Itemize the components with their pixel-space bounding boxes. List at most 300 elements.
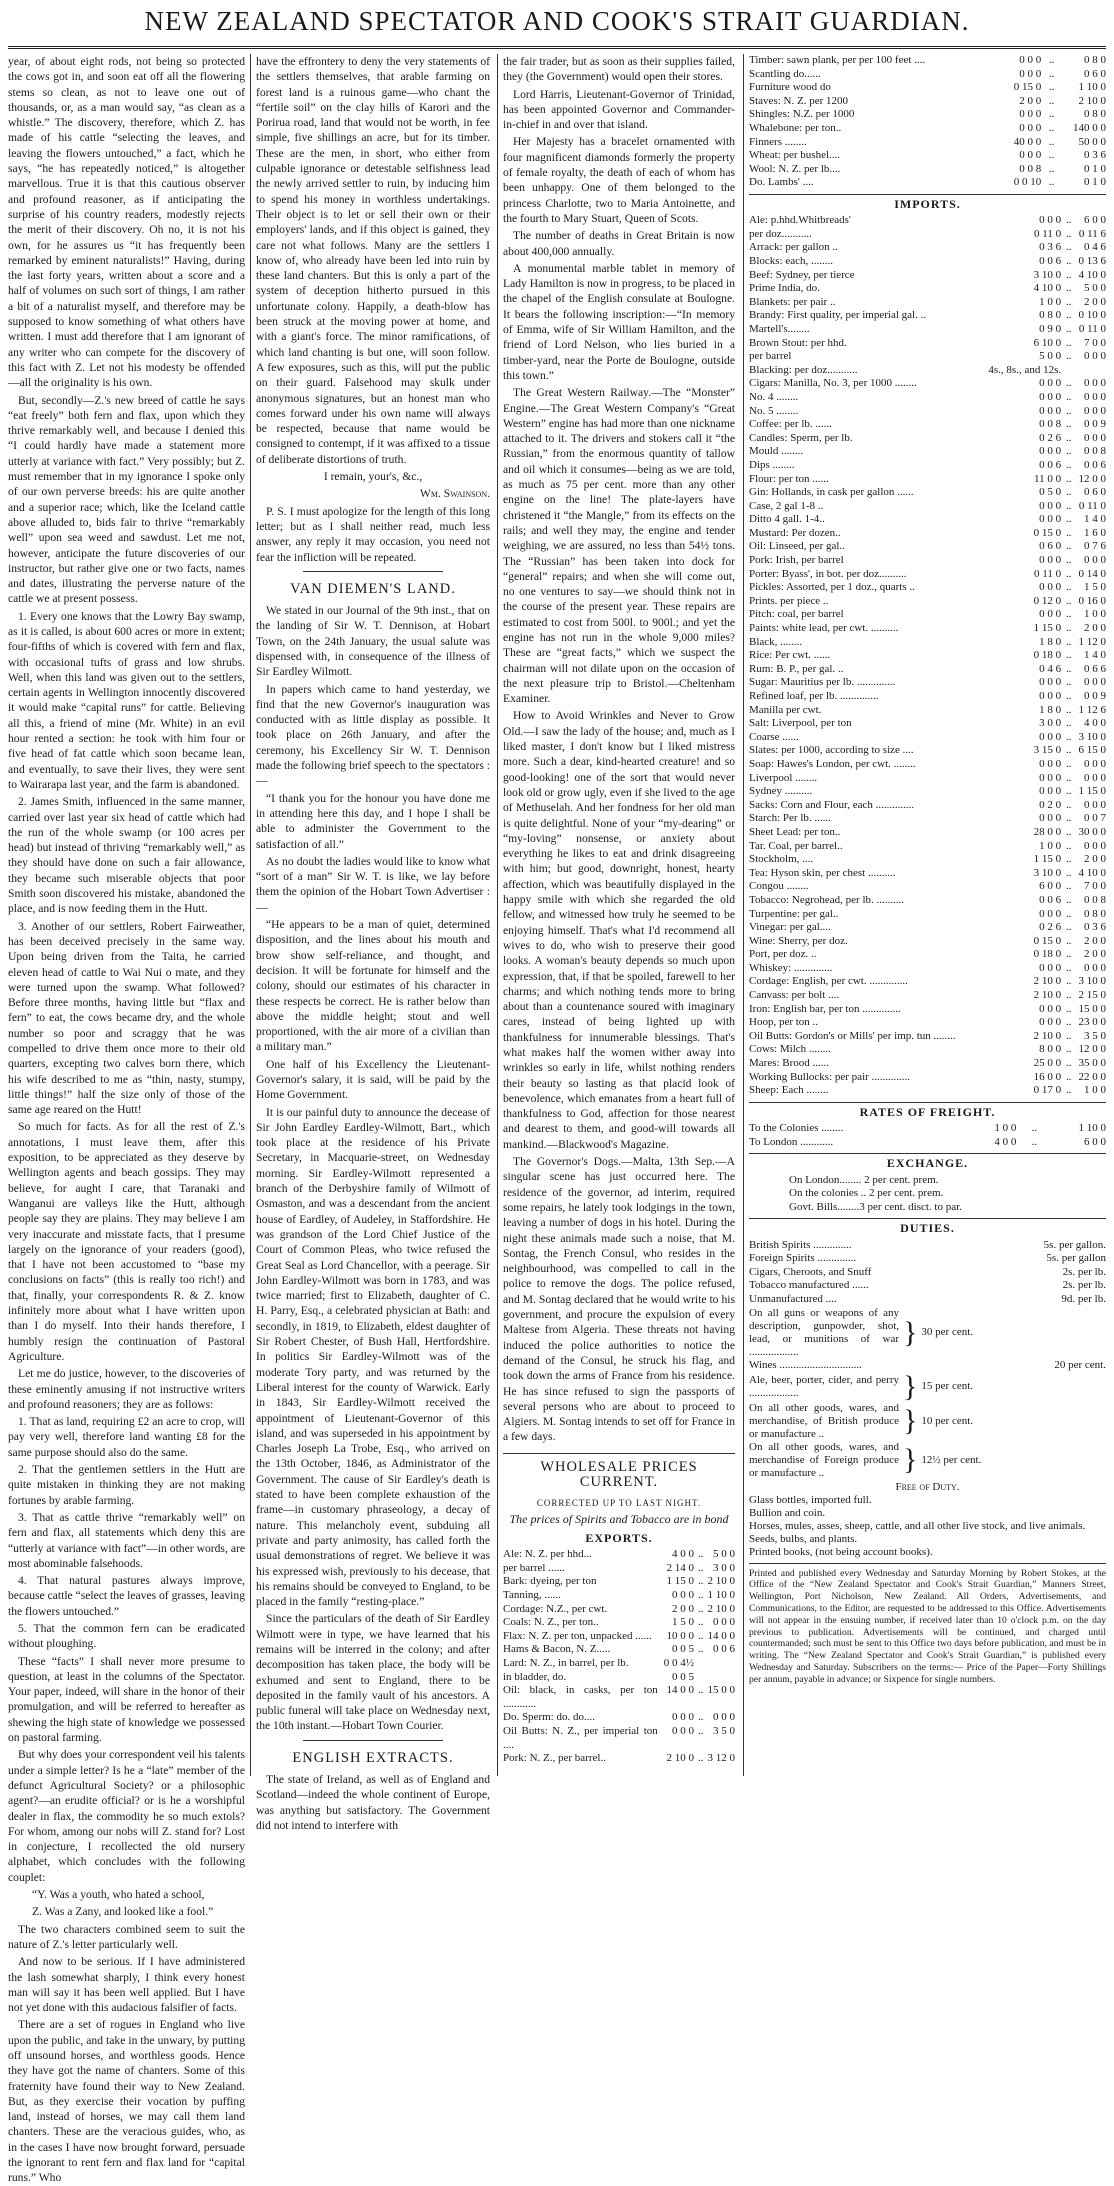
price-high: 1 10 0 [1078,1122,1106,1135]
price-sep: .. [1048,121,1055,134]
paragraph: the fair trader, but as soon as their supplies failed, they (the Government) would open their stores. [503,55,735,84]
price-high: 0 6 0 [1084,67,1106,80]
price-item: Wool: N. Z. per lb.... [749,162,841,175]
free-of-duty-heading: Free of Duty. [895,1480,960,1493]
price-sep: .. [1031,1135,1038,1148]
price-item: Shingles: N.Z. per 1000 [749,108,855,121]
duty-label: Unmanufactured .... [749,1293,837,1306]
price-sep: .. [1066,703,1072,716]
price-low: 0 18 0 [1033,649,1062,662]
price-row [749,704,1106,718]
price-low: 0 0 5 [672,1670,694,1683]
price-row [749,853,1106,867]
free-item: Bullion and coin. [749,1506,826,1519]
price-sep: .. [1066,975,1072,988]
price-sep: .. [1066,445,1072,458]
price-high: 0 0 9 [1084,690,1106,703]
price-row [503,1752,735,1766]
price-row [749,649,1106,663]
duty-rate: 5s. per gallon. [1043,1238,1106,1251]
prices-note: The prices of Spirits and Tobacco are in bond [509,1511,729,1526]
price-low: 0 0 0 [1019,67,1042,80]
paragraph: “He appears to be a man of quiet, determined disposition, and the lines about his mouth and brow show self-reliance, and thought, and decision. It will be fortunate for himself and the colony, should our estimates of his character in these respects be correct. He is rather below than above the middle height; stout and well proportioned, with the air more of a civilian than a military man.” [256,918,490,1054]
exchange-heading: EXCHANGE. [749,1153,1106,1171]
paragraph: 5. That the common fern can be eradicated without ploughing. [8,1621,245,1651]
price-high: 0 0 0 [1084,757,1106,770]
price-sep: .. [1066,472,1072,485]
paragraph: The number of deaths in Great Britain is now about 400,000 annually. [503,229,735,258]
price-sep: .. [1066,880,1072,893]
price-row [749,826,1106,840]
price-low: 0 0 0 [1039,445,1062,458]
column-divider [743,54,744,1776]
price-high: 3 10 0 [1078,730,1106,743]
price-item: Pork: Irish, per barrel [749,554,844,567]
price-low: 6 0 0 [1039,880,1062,893]
price-sep: .. [1048,162,1055,175]
price-item: Prints. per piece .. [749,594,829,607]
price-high: 0 0 0 [1084,554,1106,567]
price-high: 0 0 0 [1084,431,1106,444]
price-low: 1 8 0 [1039,703,1062,716]
price-row [749,676,1106,690]
price-high: 7 0 0 [1084,880,1106,893]
price-low: 0 15 0 [1013,81,1042,94]
price-high: 0 11 6 [1078,227,1106,240]
price-high: 0 0 0 [1084,771,1106,784]
price-low: 1 5 0 [672,1616,694,1629]
price-sep: .. [698,1575,704,1588]
price-item: Iron: English bar, per ton .............. [749,1002,901,1015]
price-item: Blacking: per doz........... [749,363,858,376]
price-item: Oil: black, in casks, per ton ............ [503,1684,658,1710]
price-high: 0 8 0 [1084,108,1106,121]
price-sep: .. [1066,839,1072,852]
price-high: 1 10 0 [707,1588,735,1601]
price-item: Stockholm, .... [749,853,814,866]
price-high: 1 0 0 [1084,1084,1106,1097]
brace-mark: } [903,1369,918,1403]
price-high: 30 0 0 [1078,825,1106,838]
price-sep: .. [1066,255,1072,268]
price-item: Beef: Sydney, per tierce [749,268,855,281]
price-sep: .. [1066,594,1072,607]
price-low: 0 0 0 [1039,554,1062,567]
price-item: Turpentine: per gal.. [749,907,839,920]
price-item: Cordage: English, per cwt. .............. [749,975,908,988]
price-high: 6 0 0 [1084,214,1106,227]
price-sep: .. [698,1588,704,1601]
price-low: 0 0 6 [1039,458,1062,471]
price-high: 3 5 0 [713,1724,735,1737]
price-high: 0 0 0 [1084,377,1106,390]
price-low: 0 0 0 [1039,730,1062,743]
price-sep: .. [1066,377,1072,390]
price-high: 0 0 8 [1084,445,1106,458]
price-high: 0 11 0 [1078,322,1106,335]
price-low: 0 0 8 [1019,162,1042,175]
verse-line: Z. Was a Zany, and looked like a fool.” [32,1905,214,1919]
paragraph: Lord Harris, Lieutenant-Governor of Trinidad, has been appointed Governor and Commander-in-chief in and over that island. [503,87,735,132]
price-row [749,163,1106,177]
price-high: 3 12 0 [707,1752,735,1765]
exports-table [503,1548,735,1766]
exchange-item: Govt. Bills........3 per cent. disct. to par. [789,1200,962,1213]
masthead-title: NEW ZEALAND SPECTATOR AND COOK'S STRAIT GUARDIAN. [144,6,970,36]
free-item: Seeds, bulbs, and plants. [749,1532,858,1545]
price-sep: .. [1048,94,1055,107]
price-low: 0 0 0 [1039,812,1062,825]
paragraph: year, of about eight rods, not being so protected the cows got in, and soon eat off all the flowering stems so clean, as not to leave one out of thousands, or, as a man would say, “as clean as a whistle.” The discovery, therefore, which Z. has made of his cattle “selecting the leaves, and leaving the flowers untouched,” a fact, which he says, “he has repeatedly noticed,” is altogether marvellous. True it is that this cautious observer and profound reasoner, as if anticipating the surprise of his country readers, modestly rejects the merit of their discovery. Oh no, it is not his own, for he assures us “it has frequently been remarked by eminent naturalists!” Having, during the last forty years, written about a score and a half of volumes on such sort of things, I am rather a bit of a naturalist myself, and therefore may be supposed to know something of what others have written. I must add therefore that I am ignorant of any writer who can compete for the discovery of this fact with Z. Let not his modesty be offended—all the originality is his own. [8,55,245,390]
price-sep: .. [1048,108,1055,121]
price-low: 0 5 0 [1039,486,1062,499]
price-sep: .. [698,1629,704,1642]
price-row [749,744,1106,758]
price-row [749,595,1106,609]
price-sep: .. [1066,785,1072,798]
price-low: 0 11 0 [1034,567,1062,580]
price-item: Oil Butts: Gordon's or Mills' per imp. tun ........ [749,1029,956,1042]
paragraph: “I thank you for the honour you have done me in attending here this day, and I hope I shall be able to administer the Government to the satisfaction of all.” [256,791,490,851]
price-row [749,935,1106,949]
price-item: Paints: white lead, per cwt. .......... [749,622,899,635]
duty-rate: 30 per cent. [921,1326,974,1339]
price-row [749,527,1106,541]
price-sep: .. [698,1724,704,1737]
price-high: 0 6 6 [1084,662,1106,675]
price-row [749,962,1106,976]
price-row [749,176,1106,190]
price-row [749,1030,1106,1044]
price-item: Whalebone: per ton.. [749,121,842,134]
column-divider [497,54,498,1776]
price-item: Brown Stout: per hhd. [749,336,847,349]
price-low: 2 0 0 [1019,94,1042,107]
price-row [749,636,1106,650]
price-row [749,622,1106,636]
price-row [749,255,1106,269]
price-row [749,122,1106,136]
price-item: Dips ........ [749,458,795,471]
price-item: Rum: B. P., per gal. .. [749,662,844,675]
price-sep: .. [1066,1084,1072,1097]
freight-heading: RATES OF FREIGHT. [749,1102,1106,1120]
duty-rate: 5s. per gallon [1046,1252,1106,1265]
price-high: 1 12 0 [1078,635,1106,648]
price-item: Coals: N. Z., per ton.. [503,1616,599,1629]
price-high: 1 4 0 [1084,649,1106,662]
price-high: 3 5 0 [1084,1029,1106,1042]
price-high: 1 6 0 [1084,526,1106,539]
price-row [749,1043,1106,1057]
price-low: 0 15 0 [1033,934,1062,947]
price-row [749,228,1106,242]
price-row [749,690,1106,704]
price-row [749,581,1106,595]
price-sep: .. [1066,322,1072,335]
price-row [503,1630,735,1644]
price-high: 0 0 0 [1084,839,1106,852]
duty-brace-row [749,1307,1106,1359]
price-low: 3 10 0 [1033,866,1062,879]
price-low: 1 0 0 [1039,295,1062,308]
price-row [749,68,1106,82]
price-sep: .. [1066,1057,1072,1070]
price-low: 40 0 0 [1013,135,1042,148]
column-divider [250,54,251,1776]
price-sep: .. [1066,227,1072,240]
price-row [749,540,1106,554]
price-row [749,772,1106,786]
exports-heading: EXPORTS. [585,1530,653,1545]
price-item: Wheat: per bushel.... [749,149,841,162]
duty-brace-row [749,1402,1106,1441]
price-item: Salt: Liverpool, per ton [749,717,852,730]
paragraph: A monumental marble tablet in memory of Lady Hamilton is now in progress, to be placed in the chapel of the English consulate at Boulogne. It bears the following inscription:—“In memory of Emma, wife of Sir William Hamilton, and the friend of Lord Nelson, who lies buried in a timber-yard, near the Porte de Boulogne, outside this town.” [503,261,735,382]
price-high: 1 10 0 [1078,81,1106,94]
price-low: 0 0 0 [1039,499,1062,512]
price-row [503,1562,735,1576]
price-low: 25 0 0 [1033,1057,1062,1070]
price-low: 0 0 0 [1039,581,1062,594]
price-high: 0 0 0 [1084,676,1106,689]
price-high: 5 0 0 [1084,282,1106,295]
price-high: 0 3 6 [1084,921,1106,934]
price-high: 1 12 6 [1078,703,1106,716]
price-sep: .. [1048,149,1055,162]
price-item: Ale: p.hhd.Whitbreads' [749,214,851,227]
masthead-rule [8,46,1106,49]
price-row [749,296,1106,310]
duty-rate: 2s. per lb. [1062,1265,1106,1278]
price-sep: .. [1066,622,1072,635]
price-low: 2 10 0 [1033,1029,1062,1042]
duty-rate: 2s. per lb. [1062,1279,1106,1292]
duty-label: Cigars, Cheroots, and Snuff [749,1265,872,1278]
price-sep: .. [1066,921,1072,934]
price-row [749,894,1106,908]
price-row [749,350,1106,364]
price-row [749,921,1106,935]
paragraph: And now to be serious. If I have administered the lash somewhat sharply, I think every honest man will say it has been well applied. But I have not yet done with this audacious falsifier of facts. [8,1955,245,2015]
exports-continued-table [749,54,1106,190]
price-high: 0 0 0 [1084,404,1106,417]
duty-description: On all other goods, wares, and merchandise of Foreign produce or manufacture .. [749,1440,899,1479]
section-rule [303,1740,443,1741]
price-low: 4 0 0 [672,1548,694,1561]
duty-row [749,1239,1106,1253]
paragraph: In papers which came to hand yesterday, we find that the new Governor's inauguration was conducted with as little display as possible. It took place on 26th January, and after the ceremony, his Excellency Sir W. T. Dennison made the following brief speech to the spectators :— [256,682,490,788]
price-low: 1 0 0 [1039,839,1062,852]
price-low: 1 15 0 [1033,622,1062,635]
price-high: 0 0 6 [1084,458,1106,471]
price-item: Mares: Brood ...... [749,1057,830,1070]
price-item: Flour: per ton ...... [749,472,829,485]
price-high: 0 1 0 [1084,176,1106,189]
price-low: 0 0 0 [1039,214,1062,227]
price-low: 0 0 0 [1039,907,1062,920]
price-low: 0 2 0 [1039,798,1062,811]
price-high: 15 0 0 [707,1684,735,1697]
price-high: 1 5 0 [1084,581,1106,594]
price-high [1072,364,1106,378]
price-low: 4 0 0 [994,1135,1017,1148]
price-high: 0 11 0 [1078,499,1106,512]
price-low: 0 0 0 [1039,676,1062,689]
price-low: 5 0 0 [1039,350,1062,363]
price-row [503,1643,735,1657]
price-item: Gin: Hollands, in cask per gallon ...... [749,486,914,499]
price-item: Oil: Linseed, per gal.. [749,540,845,553]
price-low: 0 0 0 [1039,961,1062,974]
price-row [503,1711,735,1725]
paragraph: 3. Another of our settlers, Robert Fairweather, has been deceived precisely in the same way. Upon being driven from the Taita, he carried eleven head of cattle to Wai Nui o mate, and they were turned upon the swamp. What followed? Before three months, having little but “flax and fern” to eat, the cows became dry, and the whole number so poor and scraggy that he was compelled to drive them once more to their old quarters, excepting two calves born there, which his wife described to me as “thin, nasty, stumpy, little things!” half the size only of those of the same age reared on the Hutt! [8,919,245,1117]
paragraph: One half of his Excellency the Lieutenant-Governor's salary, it is said, will be paid by the Home Government. [256,1057,490,1102]
paragraph: Let me do justice, however, to the discoveries of these eminently amusing if not instructive writers and profound reasoners; they are as follows: [8,1367,245,1411]
price-row [749,364,1106,378]
price-item: Case, 2 gal 1-8 .. [749,499,824,512]
price-sep: .. [1066,635,1072,648]
price-high: 0 0 8 [1084,893,1106,906]
price-item: Sugar: Mauritius per lb. .............. [749,676,896,689]
price-item: Prime India, do. [749,282,820,295]
price-row [749,840,1106,854]
price-low: 0 0 0 [1019,149,1042,162]
paragraph: The state of Ireland, as well as of England and Scotland—indeed the whole continent of Europe, was anything but satisfactory. The Government did not intend to interfere with [256,1773,490,1832]
price-sep: .. [1048,135,1055,148]
price-item: Sheep: Each ........ [749,1084,829,1097]
price-sep: .. [698,1752,704,1765]
paragraph: The two characters combined seem to suit the nature of Z.'s letter particularly well. [8,1922,245,1951]
price-item: Cordage: N.Z., per cwt. [503,1602,608,1615]
duty-row [749,1252,1106,1266]
price-sep: .. [1066,948,1072,961]
brace-mark: } [903,1404,918,1438]
price-high: 12 0 0 [1078,472,1106,485]
price-sep: .. [1066,853,1072,866]
price-high: 4 10 0 [1078,866,1106,879]
price-row [749,717,1106,731]
price-high: 2 10 0 [707,1602,735,1615]
price-sep: .. [1066,390,1072,403]
price-row [749,136,1106,150]
price-sep: .. [698,1684,704,1697]
price-item: Blocks: each, ........ [749,255,834,268]
paragraph: The Governor's Dogs.—Malta, 13th Sep.—A singular scene has just occurred here. The residence of the governor, ad interim, required some repairs, he lately took lodgings in the town, leaving a number of dogs in his hotel. During the night these animals made such a noise, that M. Sontag, the French Consul, who resides in the neighbourhood, was compelled to call in the police to remove the dogs. The police refused, and M. Sontag declared that he would write to his government, and procure the expulsion of every Maltese from Algeria. These threats not having induced the police authorities to notice the demand of the Consul, he struck his flag, and took down the arms of France from his residence. He has since refused to sign the passports of several persons who are about to proceed to Algiers. M. Sontag intends to set off for France in a few days. [503,1155,735,1444]
price-row [503,1575,735,1589]
price-high: 3 10 0 [1078,975,1106,988]
price-sep: .. [1066,241,1072,254]
price-low: 0 2 6 [1039,921,1062,934]
duty-rate: 12½ per cent. [921,1453,982,1466]
price-item: per barrel ...... [503,1561,565,1574]
price-item: Sydney .......... [749,785,813,798]
price-high: 22 0 0 [1078,1070,1106,1083]
price-item: Flax: N. Z. per ton, unpacked ...... [503,1629,652,1642]
section-rule [503,1453,735,1454]
price-sep: .. [1066,513,1072,526]
price-sep: .. [1066,907,1072,920]
free-item: Glass bottles, imported full. [749,1493,872,1506]
price-high: 0 0 0 [1084,390,1106,403]
price-row [749,1136,1106,1150]
price-item: Refined loaf, per lb. .............. [749,690,879,703]
duty-row [749,1279,1106,1293]
price-row [749,214,1106,228]
price-high: 0 6 0 [1084,486,1106,499]
price-item: Blankets: per pair .. [749,295,836,308]
duty-rate: 20 per cent. [1054,1358,1106,1371]
price-item: in bladder, do. [503,1670,567,1683]
price-sep: .. [1048,81,1055,94]
price-item: Do. Lambs' .... [749,176,814,189]
paragraph: But, secondly—Z.'s new breed of cattle he says “eat freely” both fern and flax, upon which they thrive remarkably well, and because I denied this “I could hardly have made a statement more utterly at variance with fact.” Very possibly; but Z. must remember that in my ignorance I spoke only of our own perverse breeds: his are quite another and a superior race; which, like the Iceland cattle above alluded to, bids fair to thrive “remarkably well” upon sea weed and sawdust. Let me not, however, anticipate the future discoveries of our instructor, but rather give one or two facts, names and dates, illustrating the perverse nature of the cattle we at present possess. [8,393,245,606]
price-sep: .. [1066,309,1072,322]
price-sep: .. [1066,1043,1072,1056]
price-high: 0 8 0 [1084,54,1106,66]
price-item: Wine: Sherry, per doz. [749,934,848,947]
duty-rate: 10 per cent. [921,1414,974,1427]
duty-braces [749,1307,1106,1559]
price-sep: .. [1066,214,1072,227]
imports-heading: IMPORTS. [749,194,1106,212]
price-low: 0 0 0 [1039,1016,1062,1029]
price-high: 0 3 6 [1084,149,1106,162]
price-row [749,54,1106,68]
price-low: 0 0 0 [1039,377,1062,390]
price-sep: .. [1066,730,1072,743]
price-row [749,418,1106,432]
price-sep: .. [1066,1002,1072,1015]
price-row [749,459,1106,473]
price-low: 0 0 0 [1019,54,1042,66]
price-low: 0 0 0 [1019,121,1042,134]
price-item: Martell's........ [749,322,810,335]
price-sep: .. [1066,608,1072,621]
price-high: 0 8 0 [1084,907,1106,920]
price-row [749,500,1106,514]
price-row [749,1084,1106,1098]
price-row [749,1057,1106,1071]
price-item: Tar. Coal, per barrel.. [749,839,843,852]
section-heading-wholesale-prices: WHOLESALE PRICES CURRENT. [540,1458,698,1491]
exchange-list [749,1174,1106,1215]
price-item: Port, per doz. .. [749,948,817,961]
price-item: Congou ........ [749,880,809,893]
price-row [749,269,1106,283]
price-low: 0 4 6 [1039,662,1062,675]
price-row [749,568,1106,582]
price-low: 2 14 0 [666,1561,694,1574]
price-low: 4s., 8s., and 12s. [988,363,1062,376]
price-sep: .. [1048,67,1055,80]
price-item: Pickles: Assorted, per 1 doz., quarts .. [749,581,915,594]
price-low: 1 0 0 [994,1122,1017,1135]
imports-table [749,214,1106,1098]
price-row [503,1684,735,1711]
price-sep: .. [1066,1016,1072,1029]
price-sep: .. [698,1643,704,1656]
duty-brace-row [749,1441,1106,1480]
price-row [749,758,1106,772]
price-item: No. 5 ........ [749,404,799,417]
price-low: 0 0 0 [1039,608,1062,621]
price-item: Timber: sawn plank, per per 100 feet .... [749,54,926,66]
price-high: 0 0 0 [713,1711,735,1724]
price-high: 15 0 0 [1078,1002,1106,1015]
price-row [749,731,1106,745]
price-item: Cigars: Manilla, No. 3, per 1000 ........ [749,377,917,390]
